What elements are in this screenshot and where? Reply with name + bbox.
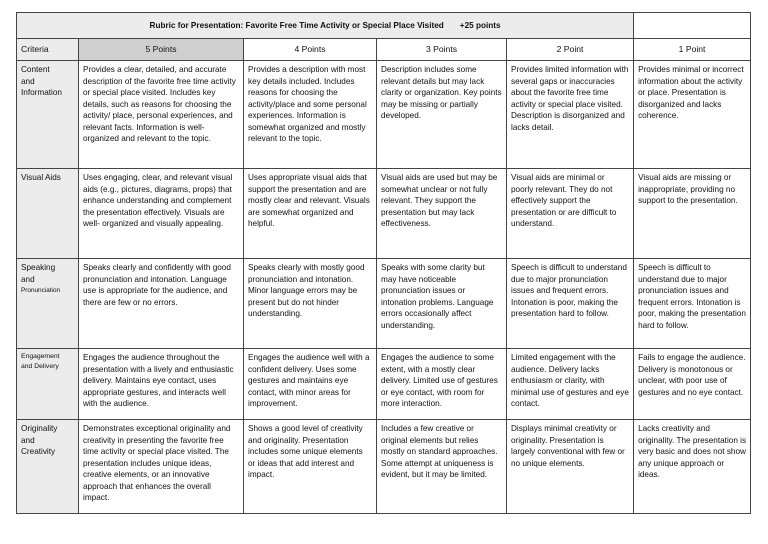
criteria-line: and — [21, 76, 35, 86]
cell-originality-3: Includes a few creative or original elements but relies mostly on standard approaches. Some attempt at uniqueness is evident, but it may be limited. — [377, 420, 507, 514]
title-blank-cell — [634, 13, 751, 39]
header-2-points: 2 Point — [507, 39, 634, 61]
rubric-title-text: Rubric for Presentation: Favorite Free Time Activity or Special Place Visited — [149, 21, 444, 31]
criteria-line: and — [21, 435, 35, 445]
row-speaking-pronunciation — [17, 259, 751, 349]
cell-originality-2: Displays minimal creativity or originality. Presentation is largely conventional with few or no unique elements. — [507, 420, 634, 514]
criteria-originality-creativity — [17, 420, 79, 514]
cell-speaking-2: Speech is difficult to understand due to major pronunciation issues and frequent errors. Intonation is poor, making the presentation hard to follow. — [507, 259, 634, 349]
cell-visual-1: Visual aids are missing or inappropriate, providing no support to the presentation. — [634, 169, 751, 259]
row-originality-creativity — [17, 420, 751, 514]
rubric-title — [17, 13, 634, 39]
cell-visual-2: Visual aids are minimal or poorly relevant. They do not effectively support the presentation or are difficult to understand. — [507, 169, 634, 259]
cell-originality-4: Shows a good level of creativity and originality. Presentation includes some unique elements or ideas that add interest and impact. — [244, 420, 377, 514]
cell-content-3: Description includes some relevant details but may lack clarity or organization. Key points may be missing or partially developed. — [377, 61, 507, 169]
row-visual-aids — [17, 169, 751, 259]
criteria-line: Visual Aids — [21, 173, 61, 182]
cell-engagement-5: Engages the audience throughout the presentation with a lively and enthusiastic delivery. Maintains eye contact, uses appropriate gestures, and interacts well with the audience. — [79, 349, 244, 420]
cell-originality-1: Lacks creativity and originality. The presentation is very basic and does not show any unique approach or ideas. — [634, 420, 751, 514]
row-content-information — [17, 61, 751, 169]
criteria-line: Information — [21, 88, 62, 97]
cell-engagement-1: Fails to engage the audience. Delivery is monotonous or unclear, with poor use of gestures and no eye contact. — [634, 349, 751, 420]
criteria-line: and Delivery — [21, 362, 59, 370]
criteria-line: Engagement — [21, 353, 60, 360]
header-4-points: 4 Points — [244, 39, 377, 61]
cell-content-4: Provides a description with most key details included. Includes reasons for choosing the activity/place and some personal experiences. Information is somewhat organized and mostly relevant to the topic. — [244, 61, 377, 169]
rubric-page — [16, 12, 751, 514]
cell-originality-5: Demonstrates exceptional originality and creativity in presenting the favorite free time activity or special place visited. The presentation includes unique ideas, creative elements, or an innovative approach that enhances the overall impact. — [79, 420, 244, 514]
cell-visual-4: Uses appropriate visual aids that support the presentation and are mostly clear and relevant. Visuals are somewhat organized and helpful. — [244, 169, 377, 259]
criteria-line: Speaking — [21, 263, 56, 272]
cell-content-2: Provides limited information with several gaps or inaccuracies about the favorite free time activity or special place visited. Description is disorganized and lacks detail. — [507, 61, 634, 169]
points-total: +25 points — [459, 21, 501, 31]
rubric-table — [16, 12, 751, 514]
row-engagement-delivery — [17, 349, 751, 420]
header-row — [17, 39, 751, 61]
cell-visual-5: Uses engaging, clear, and relevant visual aids (e.g., pictures, diagrams, props) that enhance understanding and complement the presentation effectively. Visuals are well- organized and visually appealing. — [79, 169, 244, 259]
header-5-points: 5 Points — [79, 39, 244, 61]
cell-content-5: Provides a clear, detailed, and accurate description of the favorite free time activity or special place visited. Includes key details, such as reasons for choosing the activity/ place, personal experiences, and relevant facts. Information is well-organized and relevant to the topic. — [79, 61, 244, 169]
header-1-point: 1 Point — [634, 39, 751, 61]
criteria-line: Creativity — [21, 447, 56, 456]
cell-engagement-3: Engages the audience to some extent, with a mostly clear delivery. Limited use of gestures or eye contact, with room for more interaction. — [377, 349, 507, 420]
cell-content-1: Provides minimal or incorrect information about the activity or place. Presentation is disorganized and lacks coherence. — [634, 61, 751, 169]
header-criteria: Criteria — [17, 39, 79, 61]
criteria-content-information — [17, 61, 79, 169]
title-row — [17, 13, 751, 39]
cell-engagement-4: Engages the audience well with a confident delivery. Uses some gestures and maintains eye contact, with minor areas for improvement. — [244, 349, 377, 420]
cell-speaking-1: Speech is difficult to understand due to major pronunciation issues and frequent errors. Intonation is poor, making the presentation hard to follow. — [634, 259, 751, 349]
cell-speaking-5: Speaks clearly and confidently with good pronunciation and intonation. Language use is appropriate for the audience, and there are few or no errors. — [79, 259, 244, 349]
criteria-line: Pronunciation — [21, 287, 61, 294]
cell-speaking-3: Speaks with some clarity but may have noticeable pronunciation issues or intonation problems. Language errors occasionally affect understanding. — [377, 259, 507, 349]
criteria-visual-aids — [17, 169, 79, 259]
cell-engagement-2: Limited engagement with the audience. Delivery lacks enthusiasm or clarity, with minimal use of gestures and eye contact. — [507, 349, 634, 420]
criteria-engagement-delivery — [17, 349, 79, 420]
header-3-points: 3 Points — [377, 39, 507, 61]
criteria-line: Originality — [21, 424, 58, 433]
criteria-line: Content — [21, 65, 50, 74]
criteria-speaking-pronunciation — [17, 259, 79, 349]
cell-visual-3: Visual aids are used but may be somewhat unclear or not fully relevant. They support the presentation but may lack effectiveness. — [377, 169, 507, 259]
criteria-line: and — [21, 274, 35, 284]
cell-speaking-4: Speaks clearly with mostly good pronunciation and intonation. Minor language errors may be present but do not hinder understanding. — [244, 259, 377, 349]
